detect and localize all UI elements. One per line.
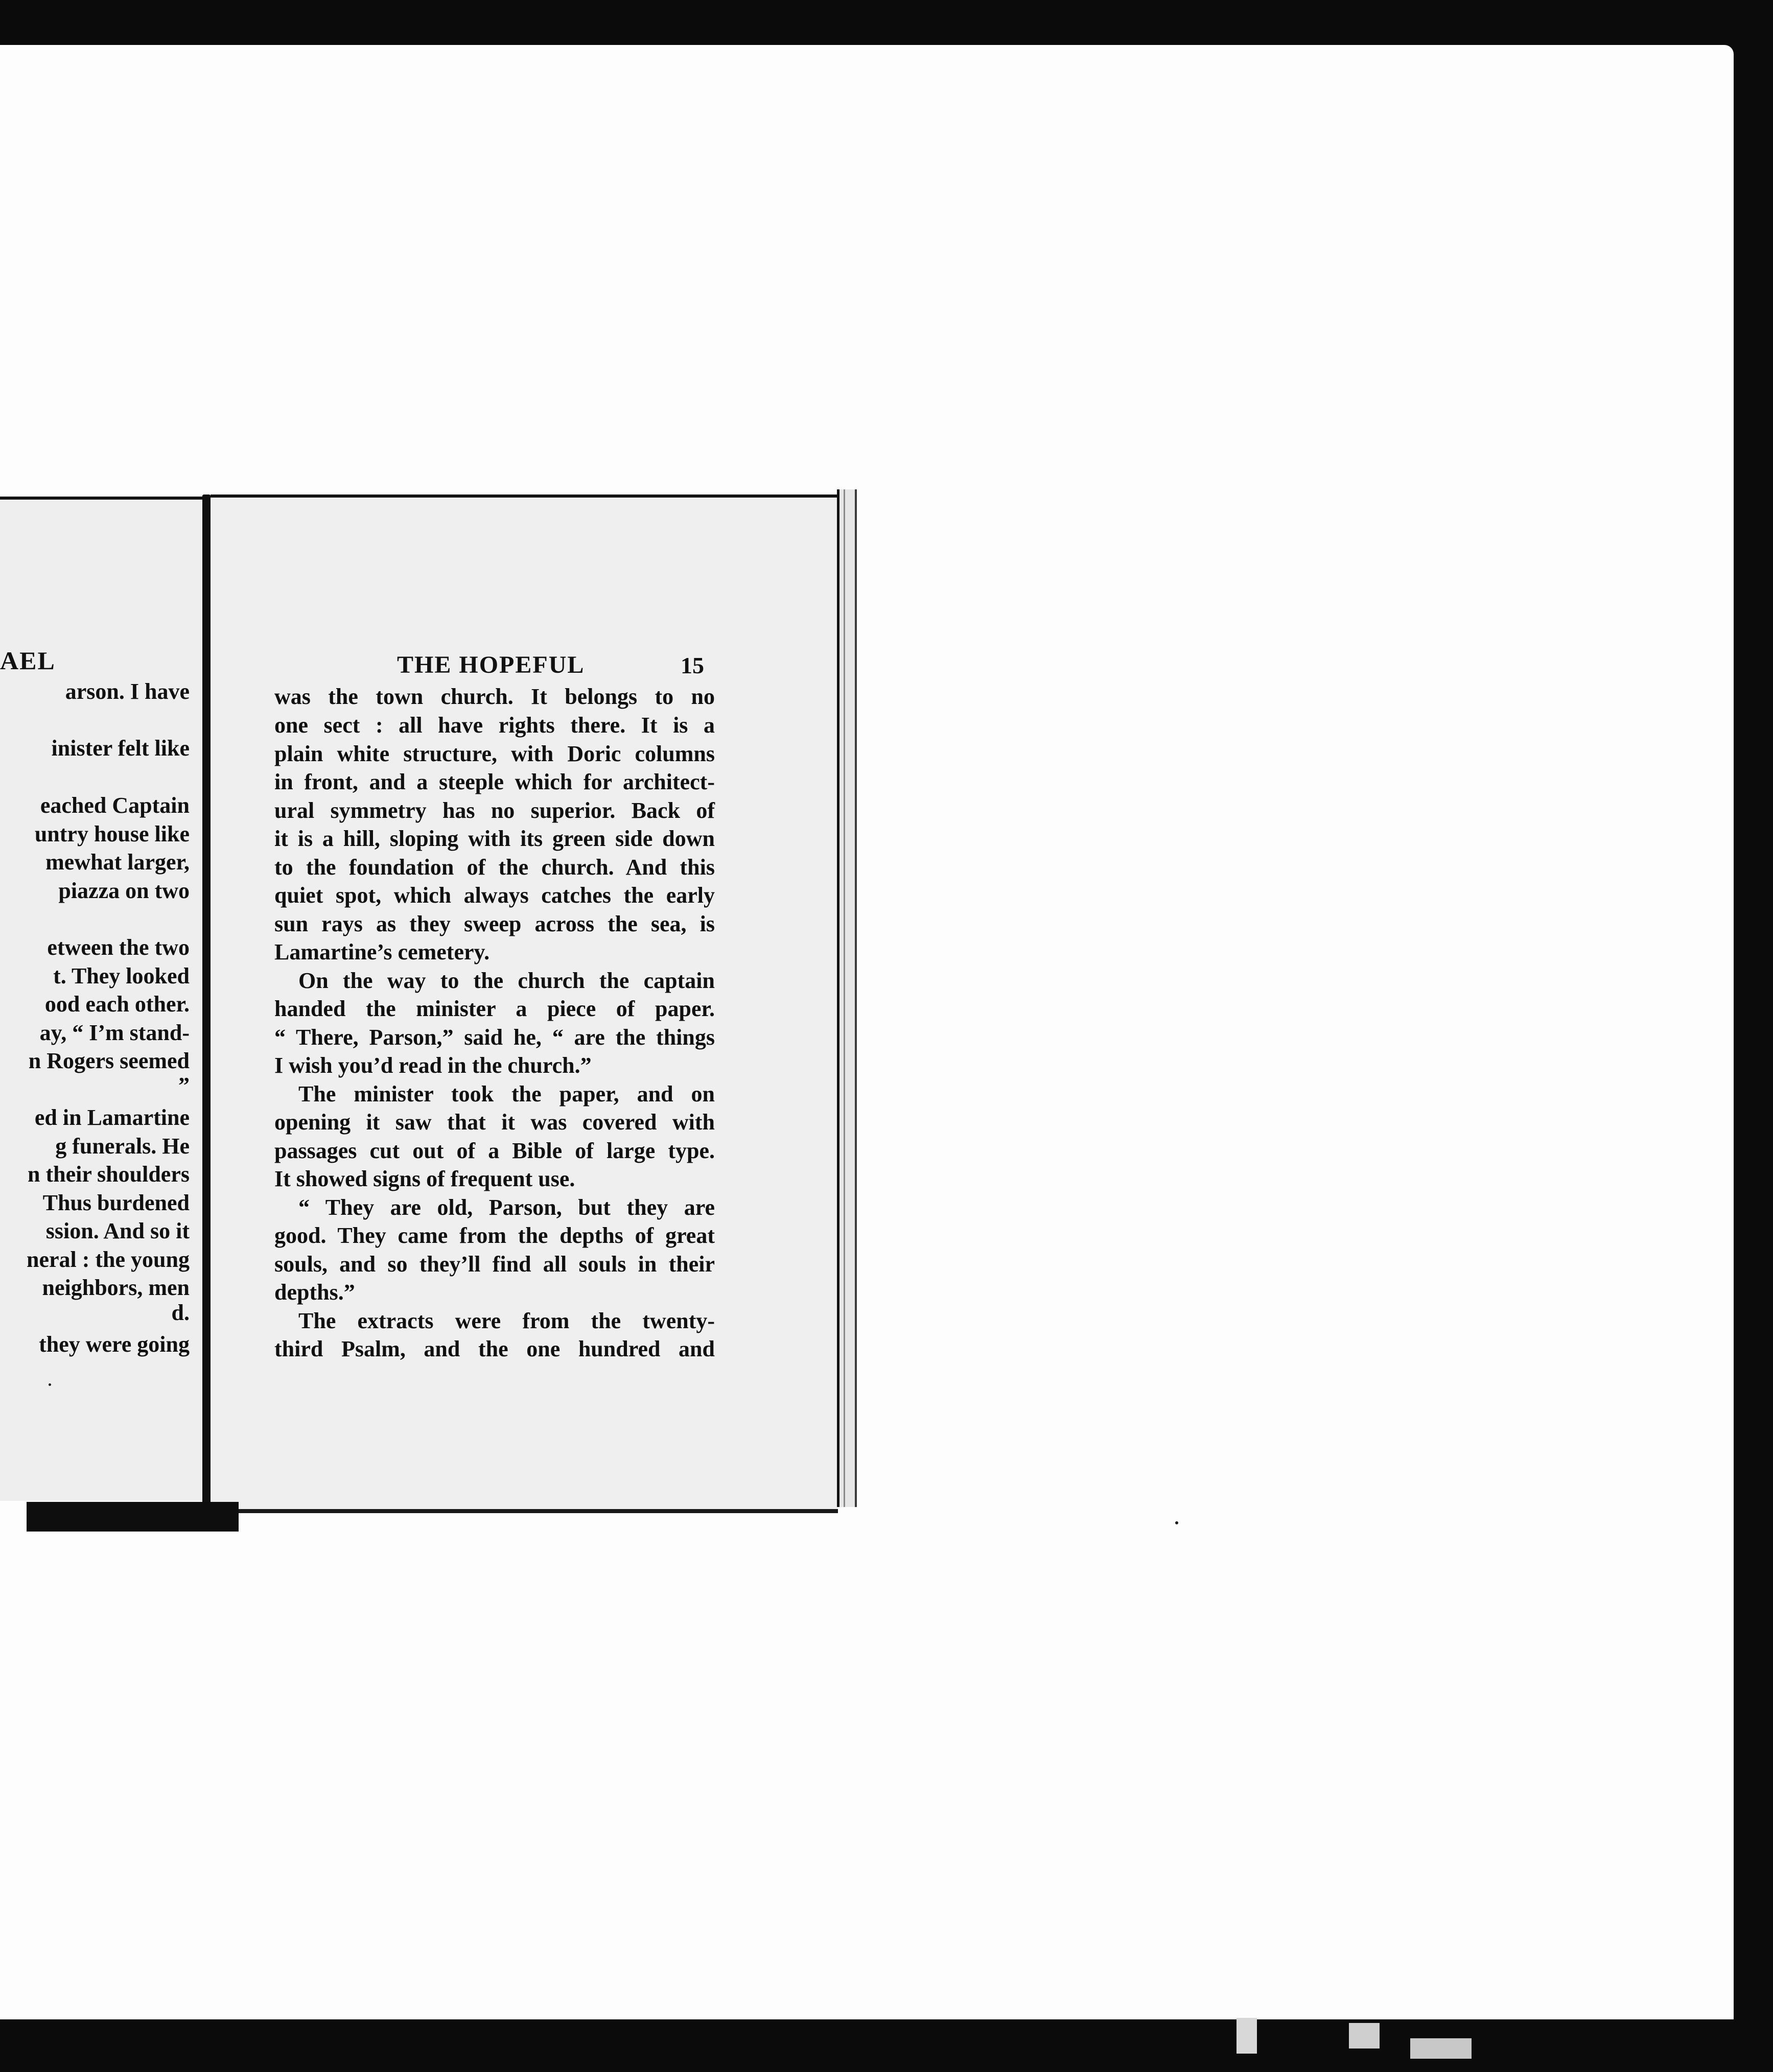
left-line: n Rogers seemed xyxy=(28,1048,190,1073)
body-line: good. They came from the depths of great xyxy=(274,1223,715,1248)
left-running-head: AEL xyxy=(0,646,56,675)
body-line: one sect : all have rights there. It is a xyxy=(274,713,715,738)
left-line: ssion. And so it xyxy=(45,1218,190,1243)
body-line: handed the minister a piece of paper. xyxy=(274,996,715,1021)
open-book xyxy=(0,485,856,1517)
page-number: 15 xyxy=(681,652,704,678)
body-line: third Psalm, and the one hundred and xyxy=(274,1336,715,1361)
left-line: ood each other. xyxy=(44,992,190,1017)
body-line: opening it saw that it was covered with xyxy=(274,1110,715,1135)
body-line: passages cut out of a Bible of large type. xyxy=(274,1138,715,1163)
left-line: eached Captain xyxy=(40,793,190,818)
body-line: On the way to the church the captain xyxy=(298,968,715,993)
body-line: I wish you’d read in the church.” xyxy=(274,1053,592,1078)
body-line: It showed signs of frequent use. xyxy=(274,1166,575,1191)
left-line: ay, “ I’m stand- xyxy=(39,1020,190,1045)
body-line: in front, and a steeple which for architect- xyxy=(274,769,715,794)
page-edges xyxy=(837,489,857,1507)
body-line: quiet spot, which always catches the early xyxy=(274,883,715,908)
left-line: Thus burdened xyxy=(42,1190,190,1215)
right-page xyxy=(211,495,838,1513)
left-line: d. xyxy=(171,1300,190,1325)
body-line: it is a hill, sloping with its green side down xyxy=(274,826,715,851)
scan-speck xyxy=(49,1383,51,1386)
scan-speck xyxy=(1175,1521,1178,1524)
left-line: etween the two xyxy=(47,935,190,960)
left-line: piazza on two xyxy=(58,878,190,903)
left-line: mewhat larger, xyxy=(45,850,190,875)
bottom-scan-artifact xyxy=(1349,2023,1380,2049)
left-line: n their shoulders xyxy=(27,1162,190,1187)
body-line: “ They are old, Parson, but they are xyxy=(298,1195,715,1220)
left-line: arson. I have xyxy=(65,679,190,704)
body-line: The extracts were from the twenty- xyxy=(298,1308,715,1333)
body-line: Lamartine’s cemetery. xyxy=(274,939,490,964)
left-line: neral : the young xyxy=(27,1247,190,1272)
left-line: ed in Lamartine xyxy=(34,1105,190,1130)
body-line: sun rays as they sweep across the sea, is xyxy=(274,911,715,936)
body-line: souls, and so they’ll find all souls in their xyxy=(274,1252,715,1277)
body-line: ural symmetry has no superior. Back of xyxy=(274,798,715,823)
left-page xyxy=(0,497,207,1501)
scanner-sheet xyxy=(0,45,1734,2019)
left-line: untry house like xyxy=(34,821,190,846)
left-line: t. They looked xyxy=(53,963,190,988)
left-line: ” xyxy=(178,1073,190,1098)
body-line: plain white structure, with Doric columns xyxy=(274,741,715,766)
left-line: g funerals. He xyxy=(55,1134,190,1159)
left-line: they were going xyxy=(39,1332,190,1357)
bottom-scan-artifact xyxy=(1410,2038,1472,2059)
body-line: depths.” xyxy=(274,1280,355,1305)
body-line: was the town church. It belongs to no xyxy=(274,684,715,709)
body-line: to the foundation of the church. And this xyxy=(274,855,715,880)
body-line: “ There, Parson,” said he, “ are the things xyxy=(274,1025,715,1050)
bottom-scan-artifact xyxy=(1237,2018,1257,2054)
book-clip xyxy=(27,1502,239,1532)
running-head: THE HOPEFUL xyxy=(397,651,585,678)
body-line: The minister took the paper, and on xyxy=(298,1081,715,1106)
left-line: inister felt like xyxy=(51,736,190,761)
book-gutter xyxy=(202,495,211,1505)
left-line: neighbors, men xyxy=(42,1275,190,1300)
